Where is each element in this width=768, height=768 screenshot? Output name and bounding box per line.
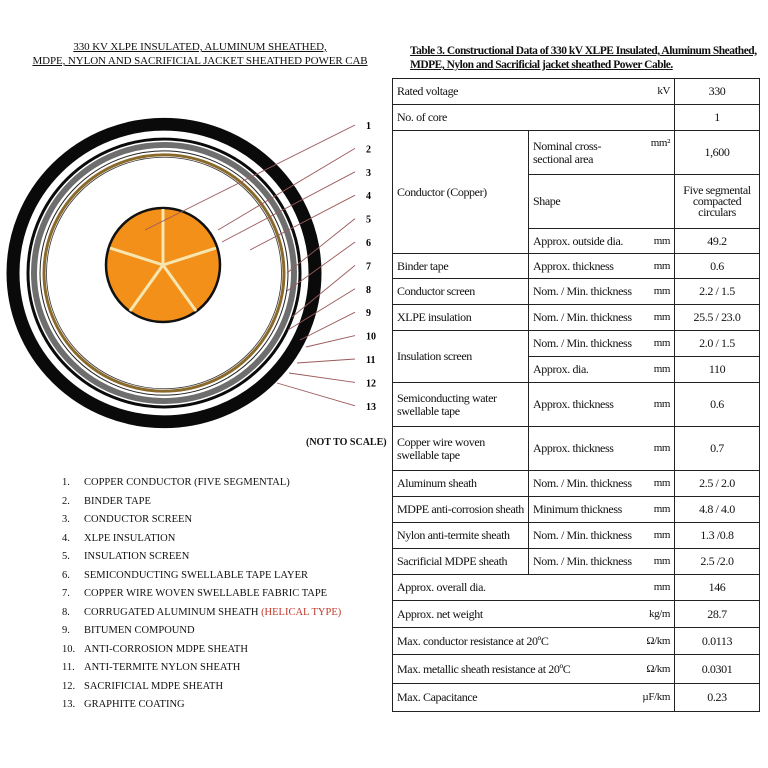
layer-labels — [366, 121, 376, 413]
legend-text: SACRIFICIAL MDPE SHEATH — [84, 680, 224, 692]
layer-number-label: 13 — [366, 401, 376, 413]
unit: mm — [638, 383, 675, 427]
unit: Ω/km — [638, 628, 675, 655]
unit: kg/m — [638, 601, 675, 628]
table-row — [393, 305, 760, 331]
layer-legend — [62, 474, 341, 715]
value: 4.8 / 4.0 — [675, 497, 760, 523]
table-row — [393, 254, 760, 279]
title-line: 330 KV XLPE INSULATED, ALUMINUM SHEATHED, — [73, 41, 327, 53]
table-row — [393, 427, 760, 471]
param: Approx. thickness — [529, 383, 639, 427]
row-label: Rated voltage — [393, 79, 639, 105]
unit: mm — [638, 575, 675, 601]
legend-number: 3. — [62, 514, 70, 525]
layer-number-label: 8 — [366, 284, 371, 296]
legend-number: 4. — [62, 532, 70, 544]
legend-number: 2. — [62, 495, 70, 507]
row-label: MDPE anti-corrosion sheath — [393, 497, 529, 523]
legend-text: BINDER TAPE — [84, 495, 151, 507]
legend-note: (HELICAL TYPE) — [261, 606, 342, 618]
legend-item — [62, 585, 341, 604]
legend-number: 13. — [62, 699, 76, 710]
layer-number-label: 12 — [366, 378, 376, 390]
param: Nominal cross-sectional area — [529, 131, 639, 175]
value: 0.0301 — [675, 655, 760, 684]
unit: mm — [638, 549, 675, 575]
table-row — [393, 131, 760, 175]
legend-number: 7. — [62, 588, 70, 599]
value: 1 — [675, 105, 760, 131]
value: 49.2 — [675, 229, 760, 254]
unit: mm — [638, 357, 675, 383]
legend-text: ANTI-CORROSION MDPE SHEATH — [84, 643, 248, 655]
param: Nom. / Min. thickness — [529, 331, 639, 357]
value: 2.0 / 1.5 — [675, 331, 760, 357]
unit: kV — [638, 79, 675, 105]
title-line: Table 3. Constructional Data of 330 kV XLPE Insulated, Aluminum Sheathed, — [410, 45, 757, 57]
legend-item — [62, 511, 341, 530]
unit: mm — [638, 229, 675, 254]
value: 2.2 / 1.5 — [675, 279, 760, 305]
row-label: Sacrificial MDPE sheath — [393, 549, 529, 575]
layer-number-label: 2 — [366, 144, 371, 156]
diagram-title — [20, 40, 380, 68]
legend-number: 9. — [62, 625, 70, 636]
value: 110 — [675, 357, 760, 383]
table-row — [393, 628, 760, 655]
unit: mm — [638, 254, 675, 279]
constructional-data-table — [392, 78, 760, 712]
legend-number: 6. — [62, 569, 70, 581]
row-label: No. of core — [393, 105, 675, 131]
param: Nom. / Min. thickness — [529, 471, 639, 497]
legend-text: GRAPHITE COATING — [84, 699, 185, 710]
param: Approx. outside dia. — [529, 229, 639, 254]
layer-number-label: 5 — [366, 214, 371, 226]
table-row — [393, 575, 760, 601]
layer-number-label: 1 — [366, 121, 371, 132]
param: Nom. / Min. thickness — [529, 549, 639, 575]
table-row — [393, 383, 760, 427]
unit — [638, 175, 675, 229]
value: 1.3 /0.8 — [675, 523, 760, 549]
table-row — [393, 79, 760, 105]
legend-item — [62, 622, 341, 641]
row-label: Approx. overall dia. — [393, 575, 639, 601]
param: Approx. thickness — [529, 254, 639, 279]
row-label: Conductor (Copper) — [393, 131, 529, 254]
table-row — [393, 331, 760, 357]
legend-number: 10. — [62, 643, 76, 655]
row-label: Max. conductor resistance at 20ºC — [393, 628, 639, 655]
row-label: Nylon anti-termite sheath — [393, 523, 529, 549]
title-line: MDPE, NYLON AND SACRIFICIAL JACKET SHEATHED POWER CAB — [32, 55, 368, 67]
unit: mm — [638, 331, 675, 357]
unit: mm — [638, 279, 675, 305]
value: Five segmental compacted circulars — [675, 175, 760, 229]
table-row — [393, 497, 760, 523]
legend-text: BITUMEN COMPOUND — [84, 625, 195, 636]
value: 146 — [675, 575, 760, 601]
table-row — [393, 471, 760, 497]
value: 0.6 — [675, 383, 760, 427]
value: 0.7 — [675, 427, 760, 471]
legend-text: SEMICONDUCTING SWELLABLE TAPE LAYER — [84, 569, 309, 581]
layer-number-label: 9 — [366, 308, 371, 320]
unit: Ω/km — [638, 655, 675, 684]
legend-number: 8. — [62, 606, 70, 618]
param: Approx. dia. — [529, 357, 639, 383]
copper-conductor — [106, 208, 220, 322]
layer-number-label: 4 — [366, 191, 371, 203]
value: 25.5 / 23.0 — [675, 305, 760, 331]
param: Approx. thickness — [529, 427, 639, 471]
legend-item — [62, 530, 341, 549]
cable-cross-section — [0, 100, 390, 440]
legend-item — [62, 548, 341, 567]
layer-number-label: 10 — [366, 331, 376, 343]
legend-text: CONDUCTOR SCREEN — [84, 514, 193, 525]
unit: mm — [638, 523, 675, 549]
value: 0.23 — [675, 684, 760, 712]
legend-number: 12. — [62, 680, 76, 692]
legend-text: XLPE INSULATION — [84, 532, 176, 544]
row-label: Max. Capacitance — [393, 684, 639, 712]
legend-text: CORRUGATED ALUMINUM SHEATH — [84, 606, 259, 618]
value: 1,600 — [675, 131, 760, 175]
value: 2.5 / 2.0 — [675, 471, 760, 497]
legend-item — [62, 641, 341, 660]
legend-number: 11. — [62, 662, 75, 673]
table-row — [393, 655, 760, 684]
param: Nom. / Min. thickness — [529, 279, 639, 305]
leader-line — [297, 359, 355, 363]
leader-line — [277, 383, 355, 406]
unit: mm² — [638, 131, 675, 175]
table-row — [393, 523, 760, 549]
leader-line — [306, 336, 355, 347]
legend-text: ANTI-TERMITE NYLON SHEATH — [84, 662, 241, 673]
unit: µF/km — [638, 684, 675, 712]
table-row — [393, 105, 760, 131]
legend-item — [62, 567, 341, 586]
row-label: XLPE insulation — [393, 305, 529, 331]
legend-item — [62, 678, 341, 697]
not-to-scale-note: (NOT TO SCALE) — [306, 437, 387, 448]
table-row — [393, 601, 760, 628]
legend-number: 1. — [62, 477, 70, 488]
leader-line — [289, 373, 355, 382]
param: Nom. / Min. thickness — [529, 523, 639, 549]
param: Nom. / Min. thickness — [529, 305, 639, 331]
legend-number: 5. — [62, 551, 70, 562]
legend-text: COPPER WIRE WOVEN SWELLABLE FABRIC TAPE — [84, 588, 328, 599]
legend-text: COPPER CONDUCTOR (FIVE SEGMENTAL) — [84, 477, 290, 488]
row-label: Insulation screen — [393, 331, 529, 383]
layer-number-label: 11 — [366, 355, 376, 366]
table-row — [393, 684, 760, 712]
value: 0.0113 — [675, 628, 760, 655]
param: Minimum thickness — [529, 497, 639, 523]
legend-item — [62, 474, 341, 493]
row-label: Conductor screen — [393, 279, 529, 305]
row-label: Copper wire woven swellable tape — [393, 427, 529, 471]
legend-text: INSULATION SCREEN — [84, 551, 190, 562]
row-label: Semiconducting water swellable tape — [393, 383, 529, 427]
param: Shape — [529, 175, 639, 229]
legend-item — [62, 696, 341, 715]
table-row — [393, 549, 760, 575]
layer-number-label: 3 — [366, 167, 371, 179]
row-label: Binder tape — [393, 254, 529, 279]
legend-item — [62, 493, 341, 512]
unit: mm — [638, 427, 675, 471]
table-title — [410, 44, 768, 72]
value: 2.5 /2.0 — [675, 549, 760, 575]
layer-number-label: 7 — [366, 261, 371, 273]
row-label: Max. metallic sheath resistance at 20ºC — [393, 655, 639, 684]
unit: mm — [638, 471, 675, 497]
value: 330 — [675, 79, 760, 105]
row-label: Aluminum sheath — [393, 471, 529, 497]
unit: mm — [638, 497, 675, 523]
legend-item — [62, 604, 341, 623]
legend-item — [62, 659, 341, 678]
layer-number-label: 6 — [366, 238, 371, 249]
value: 28.7 — [675, 601, 760, 628]
table-row — [393, 279, 760, 305]
row-label: Approx. net weight — [393, 601, 639, 628]
title-line: MDPE, Nylon and Sacrificial jacket sheathed Power Cable. — [410, 59, 673, 71]
value: 0.6 — [675, 254, 760, 279]
unit: mm — [638, 305, 675, 331]
